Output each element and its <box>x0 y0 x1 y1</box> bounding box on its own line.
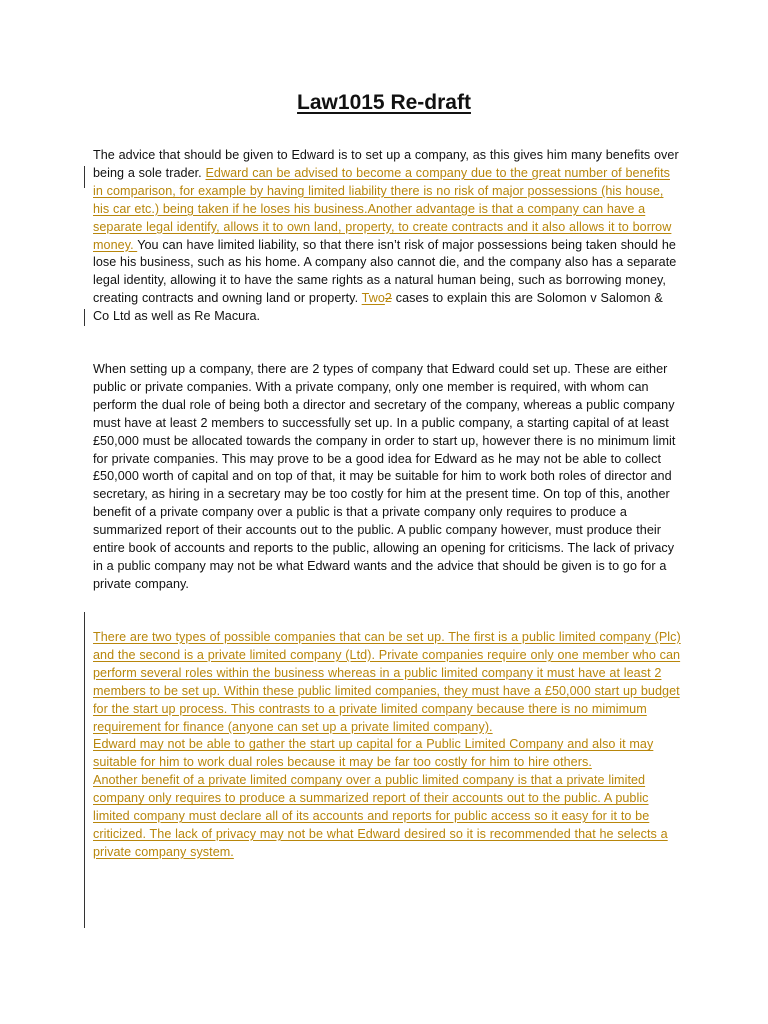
paragraph-3: There are two types of possible companies that can be set up. The first is a public limited company (Plc) and the second is a private limited company (Ltd). Private companies require only one member who can perform several roles within the business whereas in a public limited company it must have at least 2 members to be set up. Within these public limited companies, they must have a £50,000 start up budget for the start up process. This contrasts to a private limited company because there is no mimimum requirement for finance (anyone can set up a private limited company). <box>93 630 681 734</box>
document-body <box>93 361 681 594</box>
tracked-insertion: Edward can be advised to become a company due to the great number of benefits in comparison, for example by having limited liability there is no risk of major possessions (his house, his car etc.) being taken if he loses his business. <box>93 165 670 216</box>
paragraph-1 <box>93 147 681 326</box>
tracked-deletion: 2 <box>384 291 392 306</box>
paragraph-1-text: The advice that should be given to Edward is to set up a company, as this gives him many benefits over being a sole trader. <box>93 148 679 180</box>
tracked-insertion: Another advantage is that a company can have a separate legal identify, allows it to own land, property, to create contracts and it also allows it to borrow money. <box>93 201 672 252</box>
change-bar <box>84 166 85 188</box>
document-title <box>0 90 768 116</box>
paragraph-2: When setting up a company, there are 2 types of company that Edward could set up. These are either public or private companies. With a private company, only one member is required, with whom can perform the dual role of being both a director and secretary of the company, whereas a public company must have at least 2 members to successfully set up. In a public company, a starting capital of at least £50,000 must be allocated towards the company in order to start up, however there is no minimum limit for private companies. This may prove to be a good idea for Edward as he may not be able to collect £50,000 worth of capital and on top of that, it may be suitable for him to work both roles of director and secretary, as hiring in a secretary may be too costly for him at the present time. On top of this, another benefit of a private company over a public is that a private company only requires to produce a summarized report of their accounts out to the public. A public company however, must produce their entire book of accounts and reports to the public, allowing an opening for criticisms. The lack of privacy in a public company may not be what Edward wants and the advice that should be given is to go for a private company. <box>93 362 676 591</box>
paragraph-4: Edward may not be able to gather the start up capital for a Public Limited Company and also it may suitable for him to work dual roles because it may be far too costly for him to hire others. <box>93 737 654 770</box>
paragraph-1-text: You can have limited liability, so that there isn’t risk of major possessions being taken should he lose his business, such as his home. A company also cannot die, and the company also has a separate legal identity, allowing it to have the same rights as a natural human being, such as borrowing money, creating contracts and owning land or property. <box>93 237 677 306</box>
paragraph-1-text: cases to explain this are Solomon v Salomon & Co Ltd as well as Re Macura. <box>93 291 663 324</box>
change-bar <box>84 612 85 928</box>
paragraph-5: Another benefit of a private limited company over a public limited company is that a private limited company only requires to produce a summarized report of their accounts out to the public. A public limited company must declare all of its accounts and reports for public access so it easy for it to be criticized. The lack of privacy may not be what Edward desired so it is recommended that he selects a private company system. <box>93 773 668 859</box>
document-body <box>93 629 681 862</box>
tracked-insertion: Two <box>361 291 385 306</box>
change-bar <box>84 309 85 326</box>
document-title-text: Law1015 Re-draft <box>297 91 471 114</box>
document-body <box>93 147 681 326</box>
